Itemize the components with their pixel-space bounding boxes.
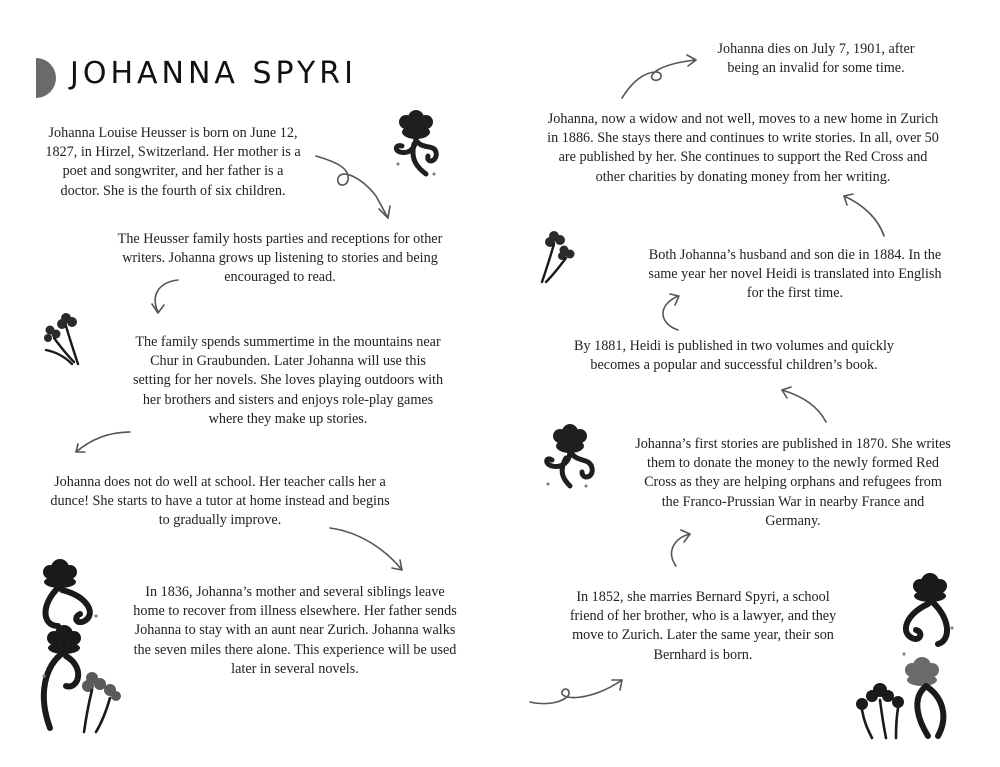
- page-title: JOHANNA SPYRI: [70, 56, 357, 91]
- flower-illustration-icon: [42, 308, 82, 368]
- curved-arrow-icon: [76, 432, 130, 452]
- timeline-parties: The Heusser family hosts parties and receptions for other writers. Johanna grows up listening to stories and being encouraged to read.: [117, 231, 443, 286]
- curved-arrow-icon: [152, 280, 178, 313]
- curved-arrow-icon: [663, 294, 679, 330]
- curved-arrow-icon: [530, 680, 622, 704]
- curved-arrow-icon: [672, 530, 690, 566]
- timeline-deaths: Both Johanna’s husband and son die in 1884. In the same year her novel Heidi is translated into English for the first time.: [648, 247, 942, 302]
- timeline-widow: Johanna, now a widow and not well, moves to a new home in Zurich in 1886. She stays there and continues to write stories. In all, over 50 are published by her. She continues to support the Red Cross and other charities by donating money from her writing.: [547, 111, 939, 185]
- flower-illustration-icon: [388, 104, 454, 180]
- timeline-birth: Johanna Louise Heusser is born on June 12, 1827, in Hirzel, Switzerland. Her mother is a poet and songwriter, and her father is a doctor. She is the fourth of six children.: [45, 125, 301, 199]
- flower-illustration-icon: [852, 570, 968, 740]
- timeline-first-stories: Johanna’s first stories are published in 1870. She writes them to donate the money to the newly formed Red Cross as they are helping orphans and refugees from the Franco-Prussian War in nearby France and Germany.: [635, 436, 951, 529]
- timeline-death: Johanna dies on July 7, 1901, after being an invalid for some time.: [717, 41, 915, 77]
- curved-arrow-icon: [782, 387, 826, 422]
- curved-arrow-icon: [844, 194, 884, 236]
- curved-arrow-icon: [330, 528, 402, 570]
- timeline-school: Johanna does not do well at school. Her teacher calls her a dunce! She starts to have a tutor at home instead and begins to gradually improve.: [50, 474, 390, 529]
- timeline-summers: The family spends summertime in the mountains near Chur in Graubunden. Later Johanna will use this setting for her novels. She loves playing outdoors with her brothers and sisters and enjoys role-play games where they make up stories.: [132, 334, 444, 427]
- flower-illustration-icon: [536, 418, 602, 494]
- flower-illustration-icon: [30, 556, 126, 736]
- curved-arrow-icon: [316, 156, 390, 218]
- timeline-marriage: In 1852, she marries Bernard Spyri, a school friend of her brother, who is a lawyer, and they move to Zurich. Later the same year, their son Bernhard is born.: [569, 589, 837, 663]
- timeline-illness: In 1836, Johanna’s mother and several siblings leave home to recover from illness elsewhere. Her father sends Johanna to stay with an aunt near Zurich. Johanna walks the seven miles there alone. This experience will be used later in several novels.: [133, 584, 457, 677]
- timeline-heidi: By 1881, Heidi is published in two volumes and quickly becomes a popular and successful children’s book.: [574, 338, 894, 374]
- curved-arrow-icon: [622, 55, 696, 98]
- flower-illustration-icon: [540, 226, 580, 286]
